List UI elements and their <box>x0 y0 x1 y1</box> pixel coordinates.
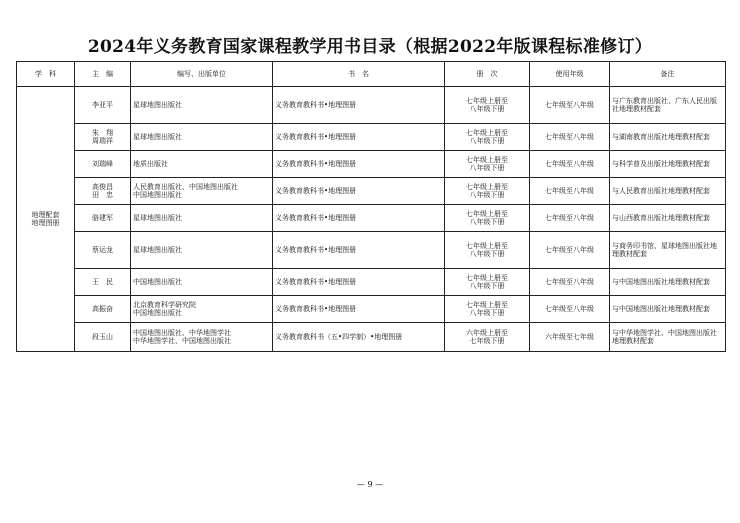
table-row <box>17 87 726 124</box>
header-book-title: 书 名 <box>273 62 445 87</box>
publisher-cell: 中国地图出版社、中华地图学社 中华地图学社、中国地图出版社 <box>131 323 273 352</box>
header-volume: 册 次 <box>445 62 530 87</box>
note-cell: 与科学普及出版社地理教材配套 <box>610 151 726 178</box>
table-row <box>17 205 726 232</box>
note-cell: 与广东教育出版社、广东人民出版社地理教材配套 <box>610 87 726 124</box>
volume-cell: 七年级上册至 八年级下册 <box>445 124 530 151</box>
grade-cell: 七年级至八年级 <box>530 269 610 296</box>
publisher-cell: 星球地图出版社 <box>131 232 273 269</box>
editor-cell: 刘瑞峰 <box>75 151 131 178</box>
editor-cell: 骆建军 <box>75 205 131 232</box>
volume-cell: 七年级上册至 八年级下册 <box>445 232 530 269</box>
editor-cell: 李亚平 <box>75 87 131 124</box>
volume-cell: 七年级上册至 八年级下册 <box>445 87 530 124</box>
header-row <box>17 62 726 87</box>
note-cell: 与湖南教育出版社地理教材配套 <box>610 124 726 151</box>
grade-cell: 七年级至八年级 <box>530 205 610 232</box>
grade-cell: 七年级至八年级 <box>530 178 610 205</box>
table-row <box>17 151 726 178</box>
volume-cell: 七年级上册至 八年级下册 <box>445 269 530 296</box>
publisher-cell: 北京教育科学研究院 中国地图出版社 <box>131 296 273 323</box>
book-title-cell: 义务教育教科书•地理图册 <box>273 296 445 323</box>
table-row <box>17 269 726 296</box>
grade-cell: 七年级至八年级 <box>530 124 610 151</box>
note-cell: 与中国地图出版社地理教材配套 <box>610 269 726 296</box>
header-grade: 使用年级 <box>530 62 610 87</box>
book-title-cell: 义务教育教科书•地理图册 <box>273 151 445 178</box>
book-title-cell: 义务教育教科书•地理图册 <box>273 87 445 124</box>
volume-cell: 七年级上册至 八年级下册 <box>445 151 530 178</box>
publisher-cell: 星球地图出版社 <box>131 87 273 124</box>
note-cell: 与人民教育出版社地理教材配套 <box>610 178 726 205</box>
editor-cell: 朱 翔 周瑞祥 <box>75 124 131 151</box>
grade-cell: 七年级至八年级 <box>530 296 610 323</box>
page-title: 2024年义务教育国家课程教学用书目录（根据2022年版课程标准修订） <box>87 37 653 57</box>
book-title-cell: 义务教育教科书（五•四学制）•地理图册 <box>273 323 445 352</box>
table-row <box>17 124 726 151</box>
subject-cell: 地理配套 地理图册 <box>17 87 75 352</box>
table-row <box>17 178 726 205</box>
book-title-cell: 义务教育教科书•地理图册 <box>273 269 445 296</box>
note-cell: 与中华地图学社、中国地图出版社地理教材配套 <box>610 323 726 352</box>
volume-cell: 六年级上册至 七年级下册 <box>445 323 530 352</box>
volume-cell: 七年级上册至 八年级下册 <box>445 178 530 205</box>
editor-cell: 蔡运龙 <box>75 232 131 269</box>
book-catalog-table <box>16 61 726 352</box>
book-title-cell: 义务教育教科书•地理图册 <box>273 178 445 205</box>
volume-cell: 七年级上册至 八年级下册 <box>445 205 530 232</box>
header-note: 备注 <box>610 62 726 87</box>
note-cell: 与山西教育出版社地理教材配套 <box>610 205 726 232</box>
editor-cell: 高俊昌 田 忠 <box>75 178 131 205</box>
grade-cell: 七年级至八年级 <box>530 232 610 269</box>
book-title-cell: 义务教育教科书•地理图册 <box>273 124 445 151</box>
grade-cell: 六年级至七年级 <box>530 323 610 352</box>
header-subject: 学 科 <box>17 62 75 87</box>
book-title-cell: 义务教育教科书•地理图册 <box>273 205 445 232</box>
editor-cell: 段玉山 <box>75 323 131 352</box>
header-publisher: 编写、出版单位 <box>131 62 273 87</box>
table-row <box>17 323 726 352</box>
volume-cell: 七年级上册至 八年级下册 <box>445 296 530 323</box>
publisher-cell: 中国地图出版社 <box>131 269 273 296</box>
editor-cell: 高振奋 <box>75 296 131 323</box>
publisher-cell: 星球地图出版社 <box>131 205 273 232</box>
publisher-cell: 星球地图出版社 <box>131 124 273 151</box>
note-cell: 与商务印书馆、星球地图出版社地理教材配套 <box>610 232 726 269</box>
grade-cell: 七年级至八年级 <box>530 87 610 124</box>
page-number: — 9 — <box>356 480 384 489</box>
editor-cell: 王 民 <box>75 269 131 296</box>
grade-cell: 七年级至八年级 <box>530 151 610 178</box>
publisher-cell: 人民教育出版社、中国地图出版社 中国地图出版社 <box>131 178 273 205</box>
header-editor: 主 编 <box>75 62 131 87</box>
publisher-cell: 地质出版社 <box>131 151 273 178</box>
book-title-cell: 义务教育教科书•地理图册 <box>273 232 445 269</box>
note-cell: 与中国地图出版社地理教材配套 <box>610 296 726 323</box>
table-row <box>17 296 726 323</box>
table-row <box>17 232 726 269</box>
